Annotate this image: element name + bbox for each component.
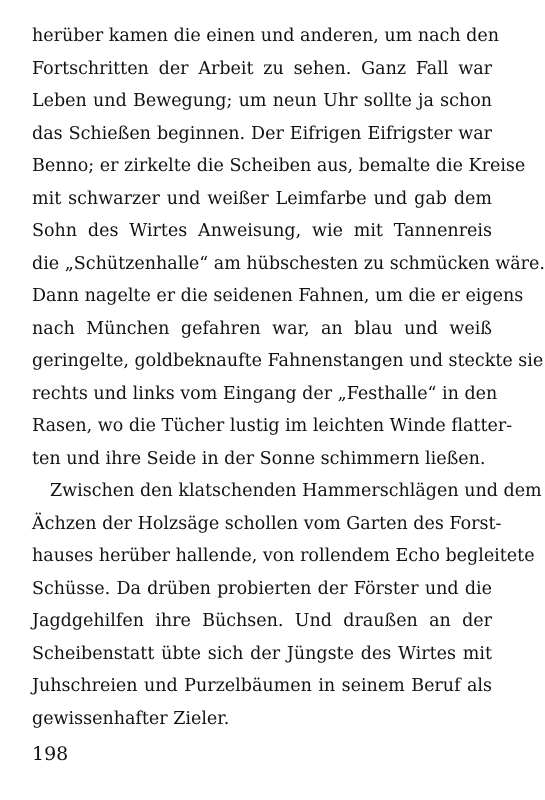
- text-line: gewissenhafter Zieler.: [32, 708, 230, 729]
- paragraph-1: [32, 20, 545, 475]
- paragraph-2: [32, 475, 542, 735]
- text-line: Scheibenstatt übte sich der Jüngste des Wirtes mit: [32, 643, 492, 664]
- text-line: rechts und links vom Eingang der „Festhalle“ in den: [32, 383, 498, 404]
- text-line: Juhschreien und Purzelbäumen in seinem Beruf als: [32, 676, 492, 696]
- text-line: ten und ihre Seide in der Sonne schimmern ließen.: [32, 448, 486, 469]
- text-line: Zwischen den klatschenden Hammerschlägen und dem: [50, 481, 542, 501]
- text-line: Benno; er zirkelte die Scheiben aus, bemalte die Kreise: [32, 156, 526, 176]
- text-line: mit schwarzer und weißer Leimfarbe und gab dem: [32, 188, 492, 209]
- text-line: herüber kamen die einen und anderen, um nach den: [32, 26, 499, 46]
- text-line: Ächzen der Holzsäge schollen vom Garten des Forst-: [32, 513, 502, 534]
- text-line: Dann nagelte er die seidenen Fahnen, um die er eigens: [32, 286, 524, 306]
- text-line: Fortschritten der Arbeit zu sehen. Ganz Fall war: [32, 58, 492, 79]
- body-text: [32, 20, 545, 735]
- text-line: Schüsse. Da drüben probierten der Förster und die: [32, 578, 492, 599]
- text-line: Jagdgehilfen ihre Büchsen. Und draußen an der: [32, 611, 492, 631]
- text-line: nach München gefahren war, an blau und weiß: [32, 318, 492, 339]
- text-line: Rasen, wo die Tücher lustig im leichten Winde flatter-: [32, 416, 513, 436]
- text-line: geringelte, goldbeknaufte Fahnenstangen und steckte sie: [32, 351, 544, 371]
- text-line: Leben und Bewegung; um neun Uhr sollte ja schon: [32, 91, 492, 111]
- text-line: die „Schützenhalle“ am hübschesten zu schmücken wäre.: [32, 253, 545, 274]
- text-line: hauses herüber hallende, von rollendem Echo begleitete: [32, 546, 535, 566]
- page-number: 198: [32, 743, 69, 765]
- text-line: Sohn des Wirtes Anweisung, wie mit Tannenreis: [32, 221, 492, 241]
- text-line: das Schießen beginnen. Der Eifrigen Eifrigster war: [32, 123, 492, 144]
